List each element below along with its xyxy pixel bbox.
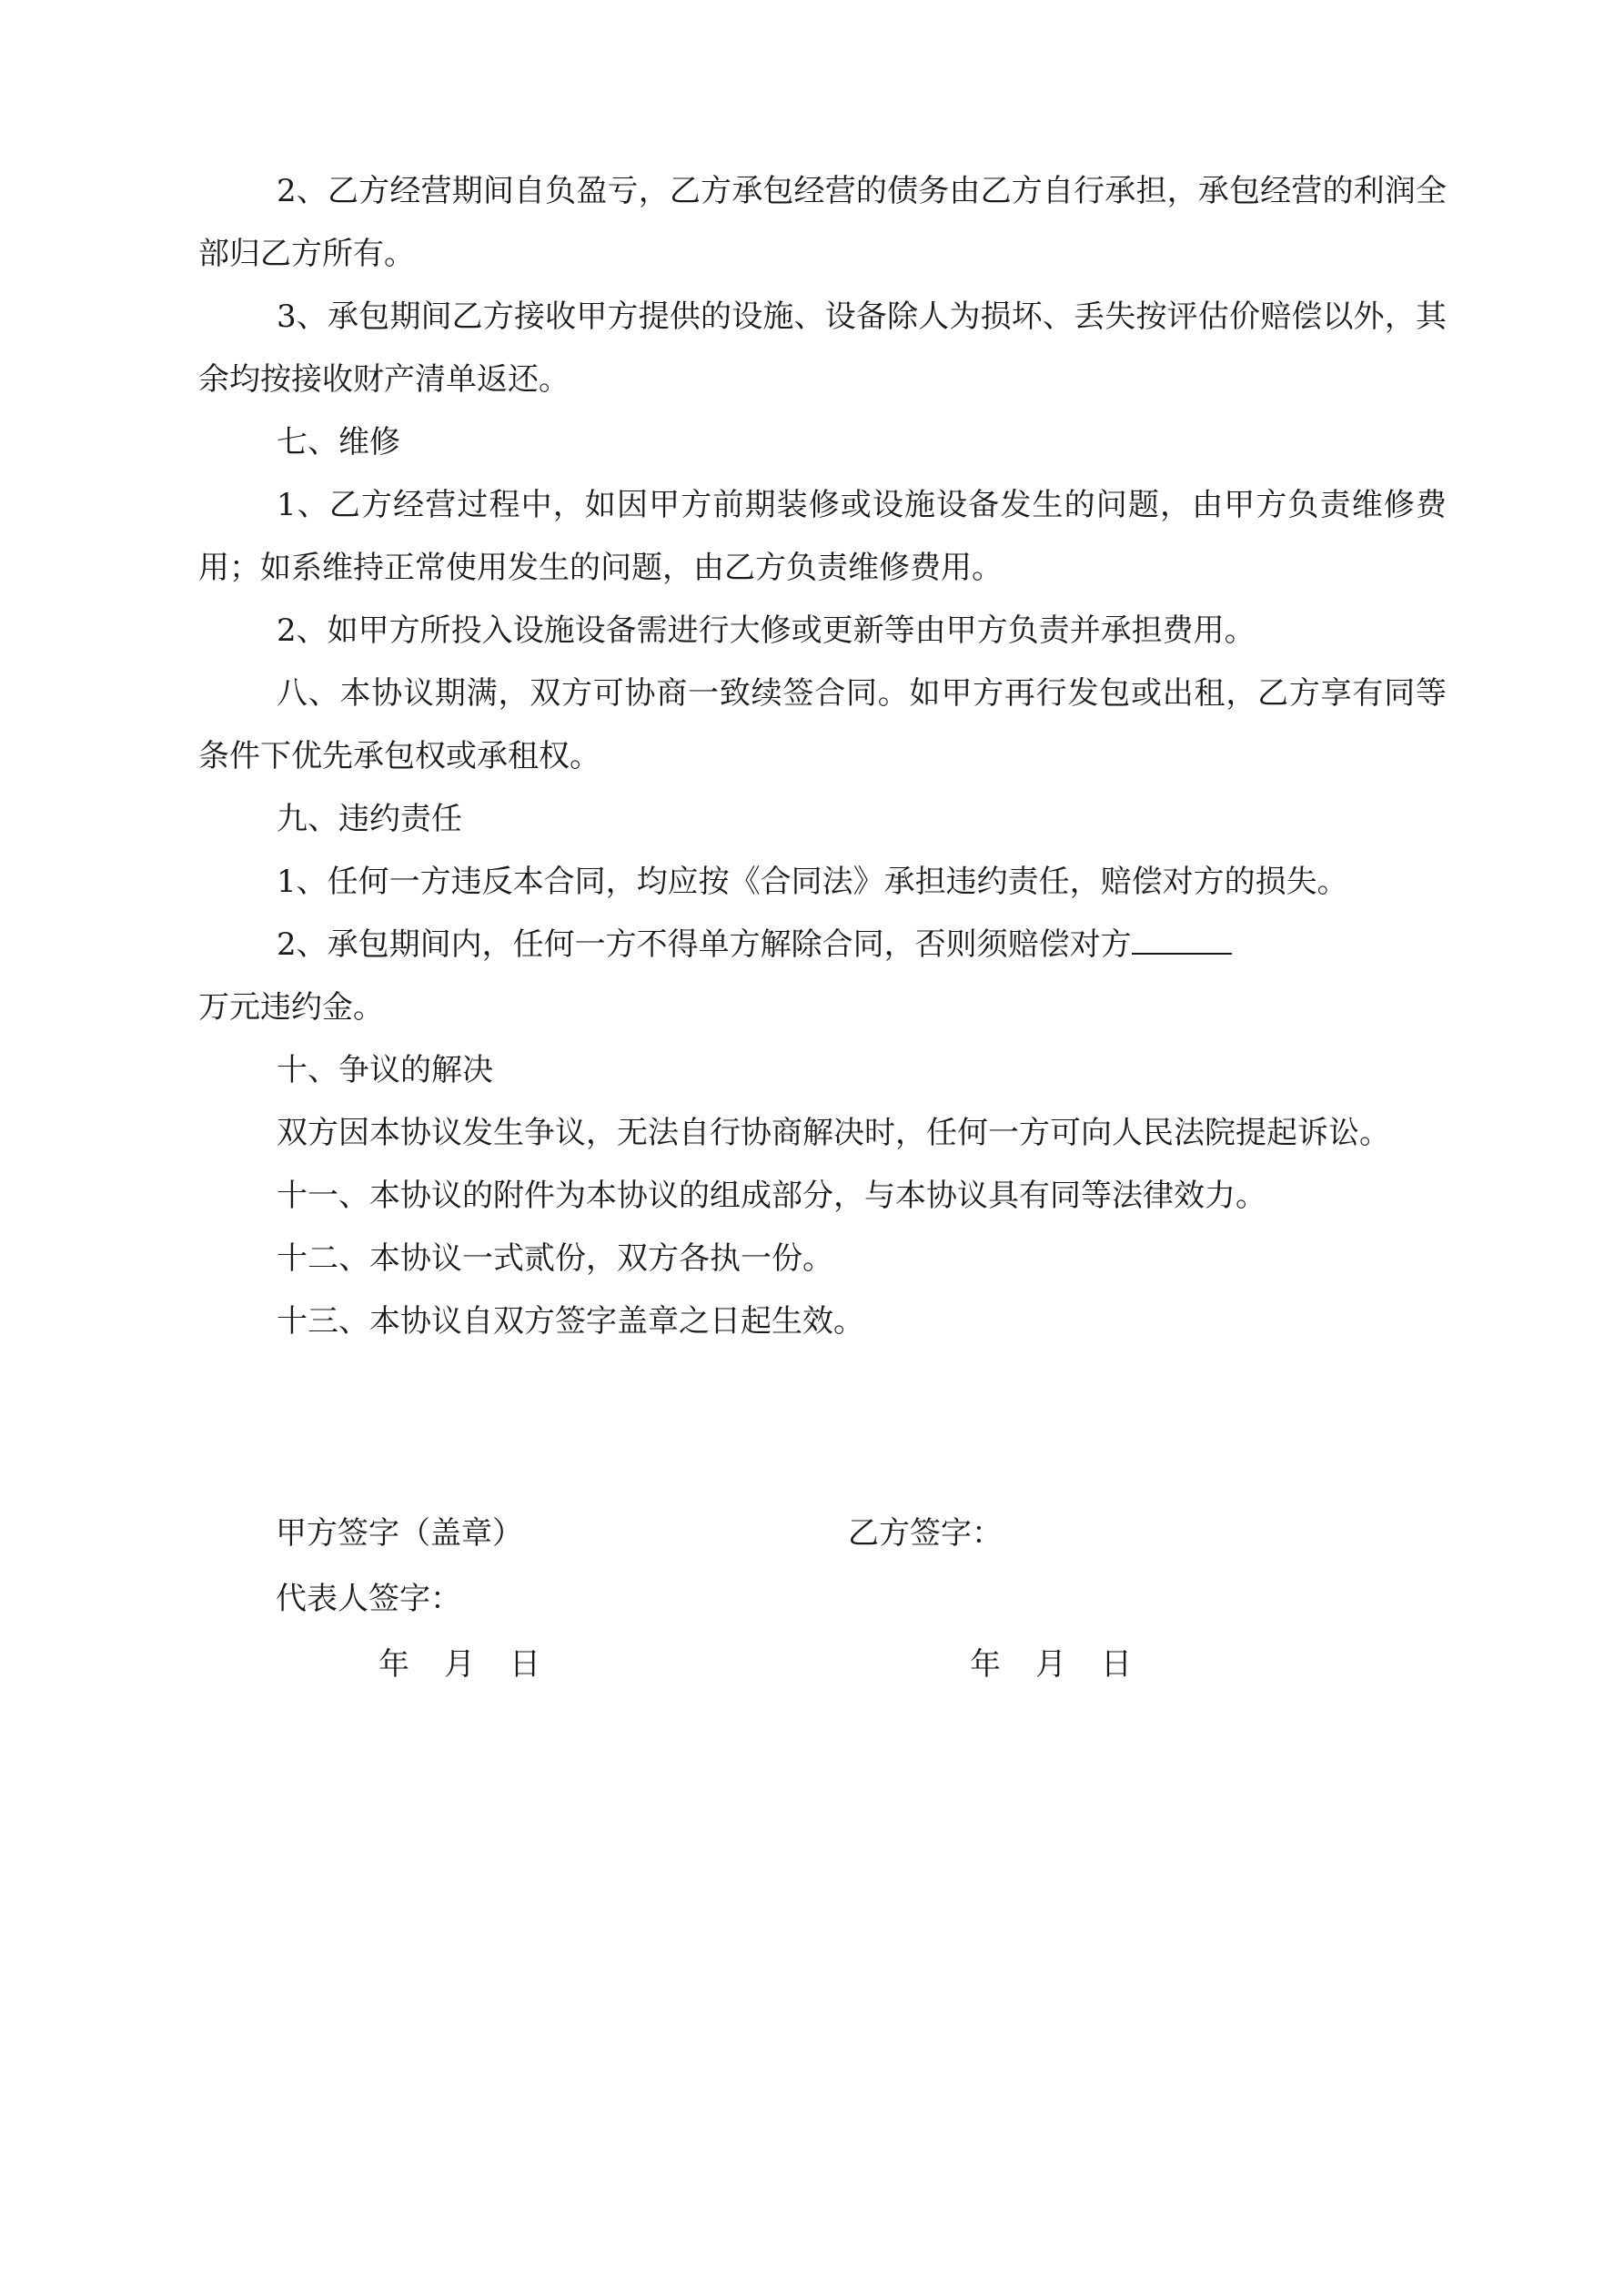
date-day-label: 日 — [509, 1646, 540, 1683]
date-year-label: 年 — [970, 1646, 1001, 1683]
party-a-date — [378, 1646, 540, 1683]
clause-penalty-continuation: 万元违约金。 — [198, 989, 384, 1026]
contract-body — [198, 160, 1447, 1353]
section-heading-breach: 九、违约责任 — [277, 801, 462, 837]
date-month-label: 月 — [444, 1646, 475, 1683]
clause-renewal: 八、本协议期满，双方可协商一致续签合同。如甲方再行发包或出租，乙方享有同等条件下优先承包权或承租权。 — [198, 675, 1447, 774]
party-b-date — [970, 1646, 1132, 1683]
party-a-signature-label: 甲方签字（盖章） — [276, 1515, 523, 1552]
date-year-label: 年 — [378, 1646, 409, 1683]
clause-penalty-text: 2、承包期间内，任何一方不得单方解除合同，否则须赔偿对方 — [277, 926, 1132, 963]
clause-major-repair: 2、如甲方所投入设施设备需进行大修或更新等由甲方负责并承担费用。 — [277, 612, 1256, 649]
clause-copies: 十二、本协议一式贰份，双方各执一份。 — [277, 1240, 833, 1277]
clause-equipment-return: 3、承包期间乙方接收甲方提供的设施、设备除人为损坏、丢失按评估价赔偿以外，其余均按接收财产清单返还。 — [198, 298, 1447, 398]
clause-dispute: 双方因本协议发生争议，无法自行协商解决时，任何一方可向人民法院提起诉讼。 — [277, 1115, 1390, 1151]
section-heading-dispute: 十、争议的解决 — [277, 1052, 493, 1088]
party-b-signature-label: 乙方签字： — [848, 1515, 1003, 1552]
clause-profit: 2、乙方经营期间自负盈亏，乙方承包经营的债务由乙方自行承担，承包经营的利润全部归乙方所有。 — [198, 173, 1447, 272]
date-month-label: 月 — [1035, 1646, 1066, 1683]
clause-effective: 十三、本协议自双方签字盖章之日起生效。 — [277, 1303, 864, 1340]
representative-signature-label: 代表人签字： — [276, 1581, 461, 1617]
clause-attachments: 十一、本协议的附件为本协议的组成部分，与本协议具有同等法律效力。 — [277, 1178, 1266, 1214]
clause-maintenance-costs: 1、乙方经营过程中，如因甲方前期装修或设施设备发生的问题，由甲方负责维修费用；如系维持正常使用发生的问题，由乙方负责维修费用。 — [198, 487, 1447, 586]
penalty-amount-blank — [1132, 925, 1232, 955]
section-heading-maintenance: 七、维修 — [277, 424, 400, 460]
clause-penalty — [198, 914, 1447, 976]
clause-breach-liability: 1、任何一方违反本合同，均应按《合同法》承担违约责任，赔偿对方的损失。 — [277, 864, 1348, 900]
date-day-label: 日 — [1101, 1646, 1132, 1683]
